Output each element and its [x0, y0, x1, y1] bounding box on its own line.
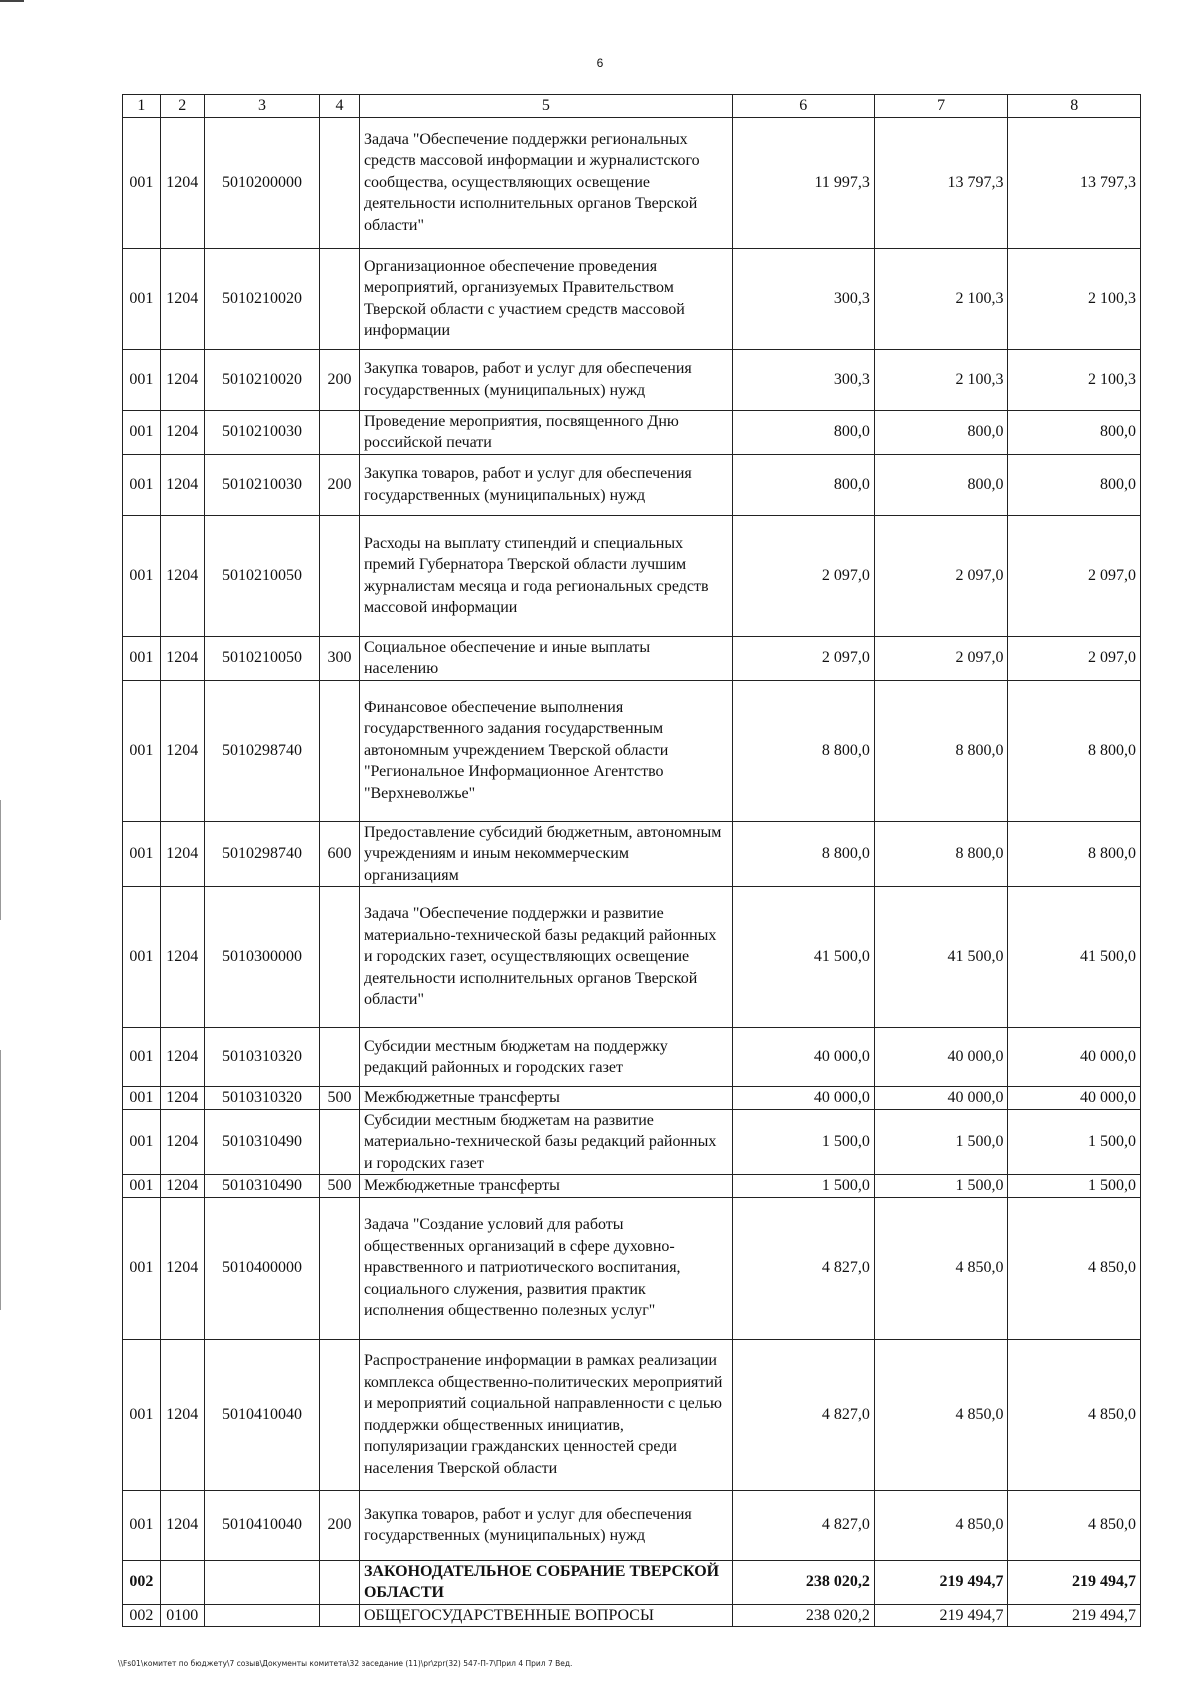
amount-cell: 40 000,0 — [874, 1087, 1008, 1110]
amount-cell: 1 500,0 — [874, 1109, 1008, 1175]
section-code-cell: 1204 — [160, 349, 204, 410]
table-body — [123, 117, 1141, 1627]
row-code-cell: 001 — [123, 1028, 161, 1087]
section-code-cell: 1204 — [160, 1175, 204, 1198]
expense-type-cell — [320, 410, 360, 454]
amount-cell: 219 494,7 — [874, 1560, 1008, 1604]
target-article-cell: 5010310490 — [204, 1109, 319, 1175]
description-cell: Расходы на выплату стипендий и специальных премий Губернатора Тверской области лучшим журналистам месяца и года региональных средств массовой информации — [359, 515, 732, 636]
table-row — [123, 821, 1141, 887]
scan-edge-line — [0, 800, 1, 920]
expense-type-cell — [320, 117, 360, 248]
amount-cell: 4 850,0 — [1008, 1490, 1141, 1560]
target-article-cell: 5010298740 — [204, 821, 319, 887]
target-article-cell: 5010310490 — [204, 1175, 319, 1198]
target-article-cell — [204, 1604, 319, 1627]
target-article-cell — [204, 1560, 319, 1604]
amount-cell: 300,3 — [732, 349, 874, 410]
description-cell: Закупка товаров, работ и услуг для обеспечения государственных (муниципальных) нужд — [359, 349, 732, 410]
expense-type-cell: 200 — [320, 454, 360, 515]
table-row — [123, 1339, 1141, 1490]
target-article-cell: 5010410040 — [204, 1490, 319, 1560]
row-code-cell: 001 — [123, 410, 161, 454]
row-code-cell: 001 — [123, 1087, 161, 1110]
description-cell: Социальное обеспечение и иные выплаты населению — [359, 636, 732, 680]
row-code-cell: 001 — [123, 248, 161, 349]
description-cell: Распространение информации в рамках реализации комплекса общественно-политических мероприятий и мероприятий социальной направленности с целью поддержки общественных инициатив, популяризации гражданских ценностей среди населения Тверской области — [359, 1339, 732, 1490]
expense-type-cell: 200 — [320, 1490, 360, 1560]
amount-cell: 2 097,0 — [1008, 515, 1141, 636]
amount-cell: 2 100,3 — [874, 349, 1008, 410]
amount-cell: 800,0 — [1008, 410, 1141, 454]
amount-cell: 219 494,7 — [1008, 1604, 1141, 1627]
expense-type-cell: 200 — [320, 349, 360, 410]
amount-cell: 4 850,0 — [1008, 1339, 1141, 1490]
section-code-cell: 1204 — [160, 887, 204, 1028]
description-cell: Закупка товаров, работ и услуг для обеспечения государственных (муниципальных) нужд — [359, 1490, 732, 1560]
row-code-cell: 001 — [123, 1339, 161, 1490]
amount-cell: 2 100,3 — [1008, 349, 1141, 410]
amount-cell: 4 827,0 — [732, 1197, 874, 1339]
amount-cell: 800,0 — [732, 410, 874, 454]
amount-cell: 1 500,0 — [1008, 1175, 1141, 1198]
scan-edge-line — [0, 1050, 1, 1310]
amount-cell: 13 797,3 — [874, 117, 1008, 248]
description-cell: Субсидии местным бюджетам на развитие материально-технической базы редакций районных и городских газет — [359, 1109, 732, 1175]
section-code-cell: 1204 — [160, 1028, 204, 1087]
expense-type-cell — [320, 1109, 360, 1175]
amount-cell: 1 500,0 — [732, 1109, 874, 1175]
row-code-cell: 002 — [123, 1604, 161, 1627]
column-header: 8 — [1008, 95, 1141, 118]
section-code-cell: 1204 — [160, 1490, 204, 1560]
table-row — [123, 1175, 1141, 1198]
table-row — [123, 1560, 1141, 1604]
amount-cell: 1 500,0 — [732, 1175, 874, 1198]
row-code-cell: 001 — [123, 821, 161, 887]
target-article-cell: 5010310320 — [204, 1087, 319, 1110]
section-code-cell: 1204 — [160, 636, 204, 680]
column-header: 7 — [874, 95, 1008, 118]
table-row — [123, 117, 1141, 248]
expense-type-cell — [320, 1604, 360, 1627]
expense-type-cell — [320, 1028, 360, 1087]
amount-cell: 2 097,0 — [874, 515, 1008, 636]
description-cell: Субсидии местным бюджетам на поддержку редакций районных и городских газет — [359, 1028, 732, 1087]
table-row — [123, 1490, 1141, 1560]
column-header: 1 — [123, 95, 161, 118]
scan-edge-line — [0, 0, 24, 2]
column-header: 4 — [320, 95, 360, 118]
amount-cell: 8 800,0 — [732, 821, 874, 887]
expense-type-cell: 300 — [320, 636, 360, 680]
target-article-cell: 5010210050 — [204, 515, 319, 636]
amount-cell: 41 500,0 — [732, 887, 874, 1028]
target-article-cell: 5010300000 — [204, 887, 319, 1028]
amount-cell: 40 000,0 — [1008, 1087, 1141, 1110]
target-article-cell: 5010210050 — [204, 636, 319, 680]
amount-cell: 8 800,0 — [874, 821, 1008, 887]
amount-cell: 11 997,3 — [732, 117, 874, 248]
section-code-cell: 1204 — [160, 680, 204, 821]
target-article-cell: 5010298740 — [204, 680, 319, 821]
amount-cell: 4 850,0 — [874, 1197, 1008, 1339]
table-row — [123, 636, 1141, 680]
amount-cell: 800,0 — [874, 454, 1008, 515]
amount-cell: 8 800,0 — [732, 680, 874, 821]
table-row — [123, 349, 1141, 410]
amount-cell: 4 850,0 — [874, 1490, 1008, 1560]
table-row — [123, 1087, 1141, 1110]
description-cell: Задача "Обеспечение поддержки и развитие материально-технической базы редакций районных и городских газет, осуществляющих освещение деятельности исполнительных органов Тверской области" — [359, 887, 732, 1028]
section-code-cell: 1204 — [160, 117, 204, 248]
amount-cell: 219 494,7 — [874, 1604, 1008, 1627]
row-code-cell: 001 — [123, 1109, 161, 1175]
target-article-cell: 5010410040 — [204, 1339, 319, 1490]
table-row — [123, 410, 1141, 454]
table-row — [123, 515, 1141, 636]
expense-type-cell — [320, 680, 360, 821]
target-article-cell: 5010210020 — [204, 349, 319, 410]
target-article-cell: 5010210030 — [204, 410, 319, 454]
table-row — [123, 248, 1141, 349]
amount-cell: 41 500,0 — [874, 887, 1008, 1028]
table-row — [123, 680, 1141, 821]
description-cell: Межбюджетные трансферты — [359, 1175, 732, 1198]
target-article-cell: 5010210020 — [204, 248, 319, 349]
page-number: 6 — [596, 56, 604, 70]
row-code-cell: 001 — [123, 680, 161, 821]
column-header: 3 — [204, 95, 319, 118]
column-header: 5 — [359, 95, 732, 118]
amount-cell: 40 000,0 — [732, 1028, 874, 1087]
table-header-row — [123, 95, 1141, 118]
row-code-cell: 002 — [123, 1560, 161, 1604]
target-article-cell: 5010200000 — [204, 117, 319, 248]
expense-type-cell — [320, 1560, 360, 1604]
target-article-cell: 5010310320 — [204, 1028, 319, 1087]
row-code-cell: 001 — [123, 117, 161, 248]
table-row — [123, 1604, 1141, 1627]
amount-cell: 8 800,0 — [1008, 821, 1141, 887]
amount-cell: 4 827,0 — [732, 1339, 874, 1490]
description-cell: Закупка товаров, работ и услуг для обеспечения государственных (муниципальных) нужд — [359, 454, 732, 515]
expense-type-cell: 500 — [320, 1087, 360, 1110]
section-code-cell: 1204 — [160, 515, 204, 636]
row-code-cell: 001 — [123, 454, 161, 515]
description-cell: Проведение мероприятия, посвященного Дню российской печати — [359, 410, 732, 454]
description-cell: Организационное обеспечение проведения мероприятий, организуемых Правительством Тверской области с участием средств массовой информации — [359, 248, 732, 349]
table-row — [123, 1109, 1141, 1175]
section-code-cell: 1204 — [160, 1197, 204, 1339]
section-code-cell: 0100 — [160, 1604, 204, 1627]
expense-type-cell — [320, 248, 360, 349]
section-code-cell: 1204 — [160, 1109, 204, 1175]
expense-type-cell — [320, 887, 360, 1028]
description-cell: ЗАКОНОДАТЕЛЬНОЕ СОБРАНИЕ ТВЕРСКОЙ ОБЛАСТИ — [359, 1560, 732, 1604]
section-code-cell: 1204 — [160, 248, 204, 349]
row-code-cell: 001 — [123, 1197, 161, 1339]
row-code-cell: 001 — [123, 887, 161, 1028]
amount-cell: 40 000,0 — [1008, 1028, 1141, 1087]
amount-cell: 2 100,3 — [1008, 248, 1141, 349]
amount-cell: 4 850,0 — [874, 1339, 1008, 1490]
amount-cell: 2 097,0 — [1008, 636, 1141, 680]
amount-cell: 40 000,0 — [874, 1028, 1008, 1087]
amount-cell: 238 020,2 — [732, 1604, 874, 1627]
amount-cell: 1 500,0 — [1008, 1109, 1141, 1175]
description-cell: Предоставление субсидий бюджетным, автономным учреждениям и иным некоммерческим организациям — [359, 821, 732, 887]
section-code-cell: 1204 — [160, 454, 204, 515]
footer-file-path: \\Fs01\комитет по бюджету\7 созыв\Документы комитета\32 заседание (11)\pr\zpr(32) 547-П-7\Прил 4 Прил 7 Вед. — [118, 1659, 573, 1668]
table-row — [123, 887, 1141, 1028]
amount-cell: 800,0 — [732, 454, 874, 515]
expense-type-cell: 500 — [320, 1175, 360, 1198]
description-cell: Задача "Обеспечение поддержки региональных средств массовой информации и журналистского сообщества, осуществляющих освещение деятельности исполнительных органов Тверской области" — [359, 117, 732, 248]
description-cell: Задача "Создание условий для работы общественных организаций в сфере духовно-нравственного и патриотического воспитания, социального служения, развития практик исполнения общественно полезных услуг" — [359, 1197, 732, 1339]
amount-cell: 2 097,0 — [732, 636, 874, 680]
amount-cell: 800,0 — [874, 410, 1008, 454]
amount-cell: 8 800,0 — [874, 680, 1008, 821]
section-code-cell: 1204 — [160, 821, 204, 887]
table-row — [123, 1028, 1141, 1087]
table-row — [123, 454, 1141, 515]
description-cell: Финансовое обеспечение выполнения государственного задания государственным автономным учреждением Тверской области "Региональное Информационное Агентство "Верхневолжье" — [359, 680, 732, 821]
amount-cell: 4 827,0 — [732, 1490, 874, 1560]
expense-type-cell — [320, 1197, 360, 1339]
amount-cell: 41 500,0 — [1008, 887, 1141, 1028]
expense-type-cell — [320, 515, 360, 636]
section-code-cell: 1204 — [160, 410, 204, 454]
target-article-cell: 5010210030 — [204, 454, 319, 515]
row-code-cell: 001 — [123, 515, 161, 636]
table-row — [123, 1197, 1141, 1339]
column-header: 6 — [732, 95, 874, 118]
amount-cell: 2 097,0 — [732, 515, 874, 636]
budget-table — [122, 94, 1141, 1627]
amount-cell: 2 097,0 — [874, 636, 1008, 680]
target-article-cell: 5010400000 — [204, 1197, 319, 1339]
row-code-cell: 001 — [123, 1490, 161, 1560]
amount-cell: 4 850,0 — [1008, 1197, 1141, 1339]
amount-cell: 1 500,0 — [874, 1175, 1008, 1198]
row-code-cell: 001 — [123, 349, 161, 410]
column-header: 2 — [160, 95, 204, 118]
expense-type-cell — [320, 1339, 360, 1490]
section-code-cell — [160, 1560, 204, 1604]
amount-cell: 2 100,3 — [874, 248, 1008, 349]
expense-type-cell: 600 — [320, 821, 360, 887]
section-code-cell: 1204 — [160, 1087, 204, 1110]
description-cell: Межбюджетные трансферты — [359, 1087, 732, 1110]
amount-cell: 219 494,7 — [1008, 1560, 1141, 1604]
section-code-cell: 1204 — [160, 1339, 204, 1490]
amount-cell: 800,0 — [1008, 454, 1141, 515]
amount-cell: 300,3 — [732, 248, 874, 349]
row-code-cell: 001 — [123, 636, 161, 680]
amount-cell: 238 020,2 — [732, 1560, 874, 1604]
amount-cell: 8 800,0 — [1008, 680, 1141, 821]
amount-cell: 40 000,0 — [732, 1087, 874, 1110]
description-cell: ОБЩЕГОСУДАРСТВЕННЫЕ ВОПРОСЫ — [359, 1604, 732, 1627]
row-code-cell: 001 — [123, 1175, 161, 1198]
amount-cell: 13 797,3 — [1008, 117, 1141, 248]
